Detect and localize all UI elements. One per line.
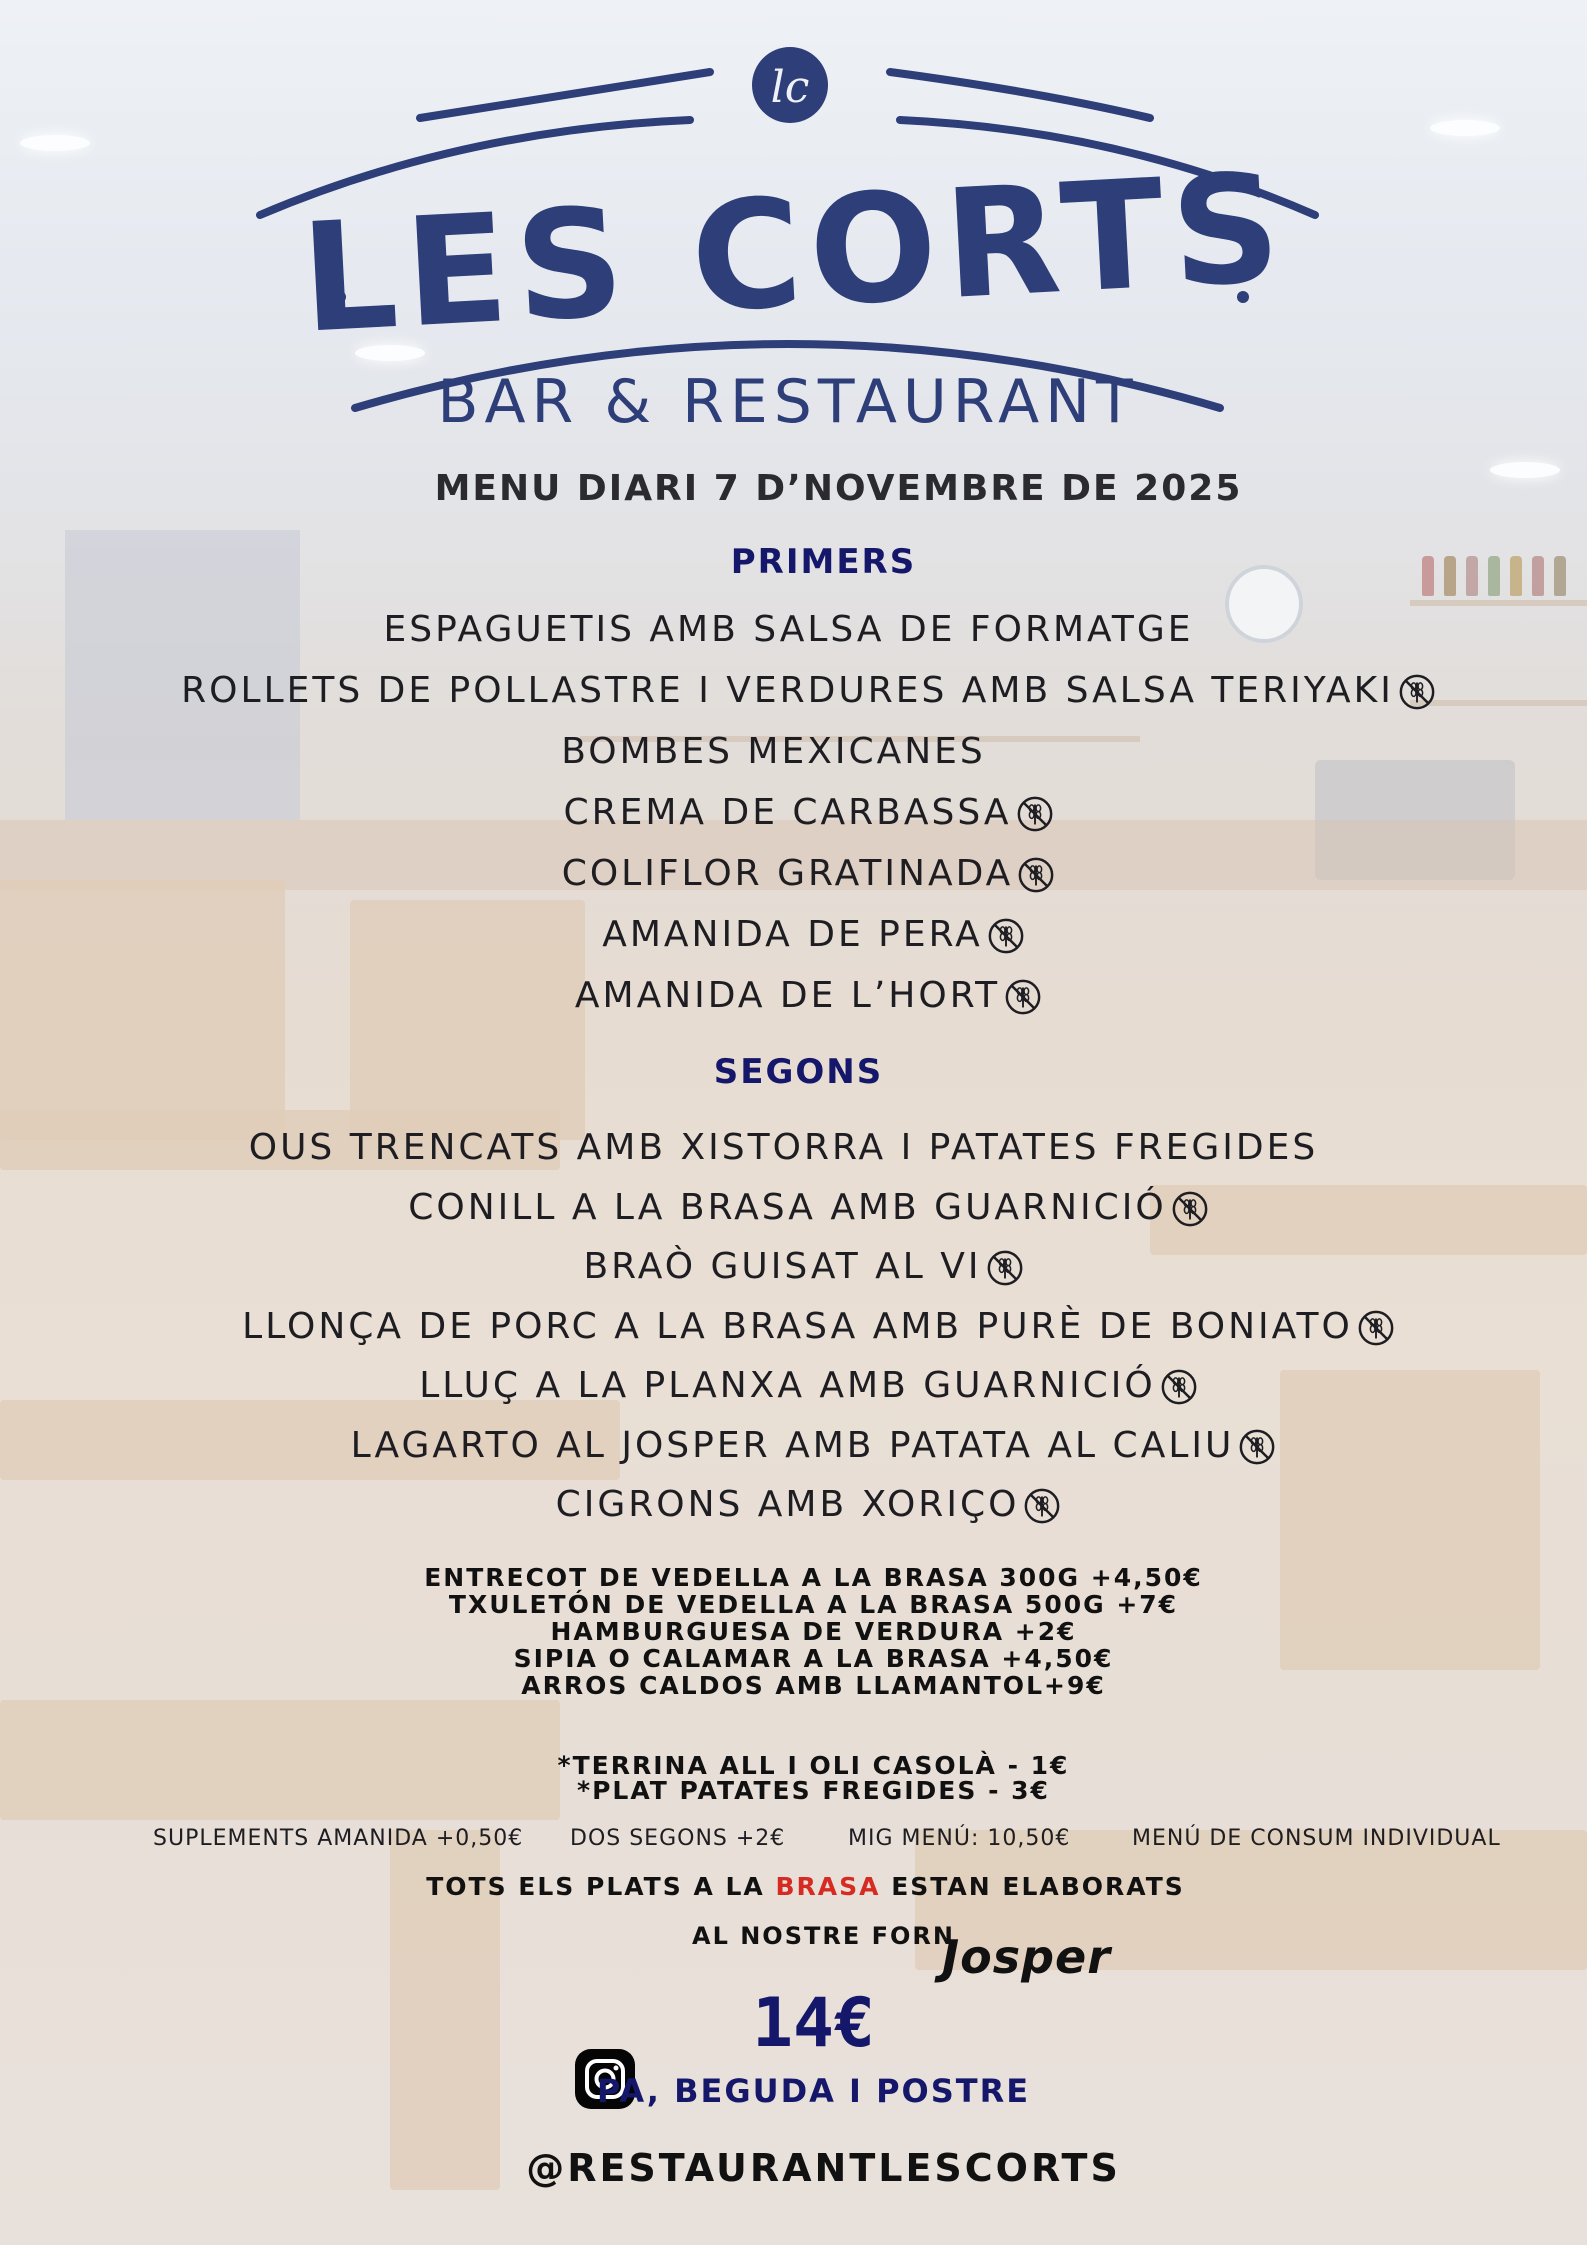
side-item: *TERRINA ALL I OLI CASOLÀ - 1€: [557, 1751, 1070, 1780]
dish-name: AMANIDA DE L’HORT: [574, 975, 1001, 1016]
menu-dish: [15, 670, 1587, 711]
dish-name: AMANIDA DE PERA: [602, 914, 983, 955]
forn-note: AL NOSTRE FORN: [692, 1922, 955, 1950]
section-title-primers: PRIMERS: [730, 542, 917, 582]
brasa-highlight: BRASA: [775, 1872, 881, 1901]
dish-name: CIGRONS AMB XORIÇO: [555, 1484, 1020, 1525]
gluten-free-icon: [1171, 1190, 1209, 1228]
dish-name: LLUÇ A LA PLANXA AMB GUARNICIÓ: [419, 1365, 1156, 1406]
background-shelf: [1410, 600, 1587, 606]
gluten-free-icon: [1004, 978, 1042, 1016]
menu-dish: [15, 1365, 1587, 1406]
gluten-free-icon: [1398, 673, 1436, 711]
dish-name: CREMA DE CARBASSA: [563, 792, 1012, 833]
menu-dish: [10, 1246, 1587, 1287]
side-item: *PLAT PATATES FREGIDES - 3€: [577, 1776, 1050, 1805]
gluten-free-icon: [1160, 1368, 1198, 1406]
dish-name: LLONÇA DE PORC A LA BRASA AMB PURÈ DE BONIATO: [242, 1305, 1353, 1347]
menu-dish: [0, 609, 1582, 650]
menu-dish: [15, 975, 1587, 1016]
menu-includes: PA, BEGUDA I POSTRE: [596, 2072, 1031, 2110]
menu-dish: [15, 853, 1587, 894]
brasa-note-after: ESTAN ELABORATS: [880, 1872, 1185, 1901]
dish-name: BOMBES MEXICANES: [561, 731, 986, 772]
menu-dish: [15, 1186, 1587, 1228]
extra-item: SIPIA O CALAMAR A LA BRASA +4,50€: [513, 1644, 1114, 1673]
section-title-segons: SEGONS: [713, 1052, 884, 1092]
menu-dish: [20, 1424, 1587, 1466]
brasa-note-before: TOTS ELS PLATS A LA: [426, 1872, 776, 1901]
gluten-free-icon: [1023, 1487, 1061, 1525]
gluten-free-icon: [1016, 795, 1054, 833]
menu-dish: [25, 1305, 1587, 1347]
gluten-free-icon: [1357, 1309, 1395, 1347]
ceiling-light: [20, 135, 90, 151]
les-corts-logo: [240, 30, 1340, 440]
logo-tagline: BAR & RESTAURANT: [437, 367, 1139, 437]
ceiling-light: [1430, 120, 1500, 136]
extra-item: TXULETÓN DE VEDELLA A LA BRASA 500G +7€: [448, 1590, 1179, 1619]
note-individual: MENÚ DE CONSUM INDIVIDUAL: [1132, 1826, 1501, 1851]
dish-name: CONILL A LA BRASA AMB GUARNICIÓ: [408, 1186, 1167, 1228]
menu-dish: [0, 1127, 1577, 1168]
dish-name: COLIFLOR GRATINADA: [561, 853, 1014, 894]
extra-item: ARROS CALDOS AMB LLAMANTOL+9€: [521, 1671, 1106, 1700]
extra-item: ENTRECOT DE VEDELLA A LA BRASA 300G +4,50€: [424, 1563, 1203, 1592]
menu-dish: [20, 914, 1587, 955]
gluten-free-icon: [987, 917, 1025, 955]
instagram-handle[interactable]: @RESTAURANTLESCORTS: [526, 2146, 1121, 2190]
dish-name: BRAÒ GUISAT AL VI: [583, 1246, 982, 1287]
extra-item: HAMBURGUESA DE VERDURA +2€: [550, 1617, 1077, 1646]
menu-dish: [15, 1484, 1587, 1525]
gluten-free-icon: [1017, 856, 1055, 894]
logo-monogram: lc: [770, 62, 810, 113]
dish-name: ROLLETS DE POLLASTRE I VERDURES AMB SALSA TERIYAKI: [181, 670, 1394, 711]
menu-price: 14€: [752, 1984, 875, 2063]
gluten-free-icon: [986, 1249, 1024, 1287]
menu-dish: [15, 792, 1587, 833]
dish-name: ESPAGUETIS AMB SALSA DE FORMATGE: [383, 609, 1194, 650]
gluten-free-icon: [1238, 1428, 1276, 1466]
josper-logo: Josper: [942, 1930, 1111, 1984]
dish-name: OUS TRENCATS AMB XISTORRA I PATATES FREGIDES: [248, 1127, 1319, 1168]
menu-dish: [0, 731, 1567, 772]
menu-date: MENU DIARI 7 D’NOVEMBRE DE 2025: [434, 468, 1243, 509]
brasa-note: [12, 1872, 1587, 1901]
dish-name: LAGARTO AL JOSPER AMB PATATA AL CALIU: [350, 1424, 1235, 1466]
note-mig-menu: MIG MENÚ: 10,50€: [848, 1826, 1071, 1851]
note-suplements: SUPLEMENTS AMANIDA +0,50€: [153, 1826, 524, 1851]
logo-name: LES CORTS: [297, 141, 1293, 367]
note-dos-segons: DOS SEGONS +2€: [570, 1826, 786, 1851]
